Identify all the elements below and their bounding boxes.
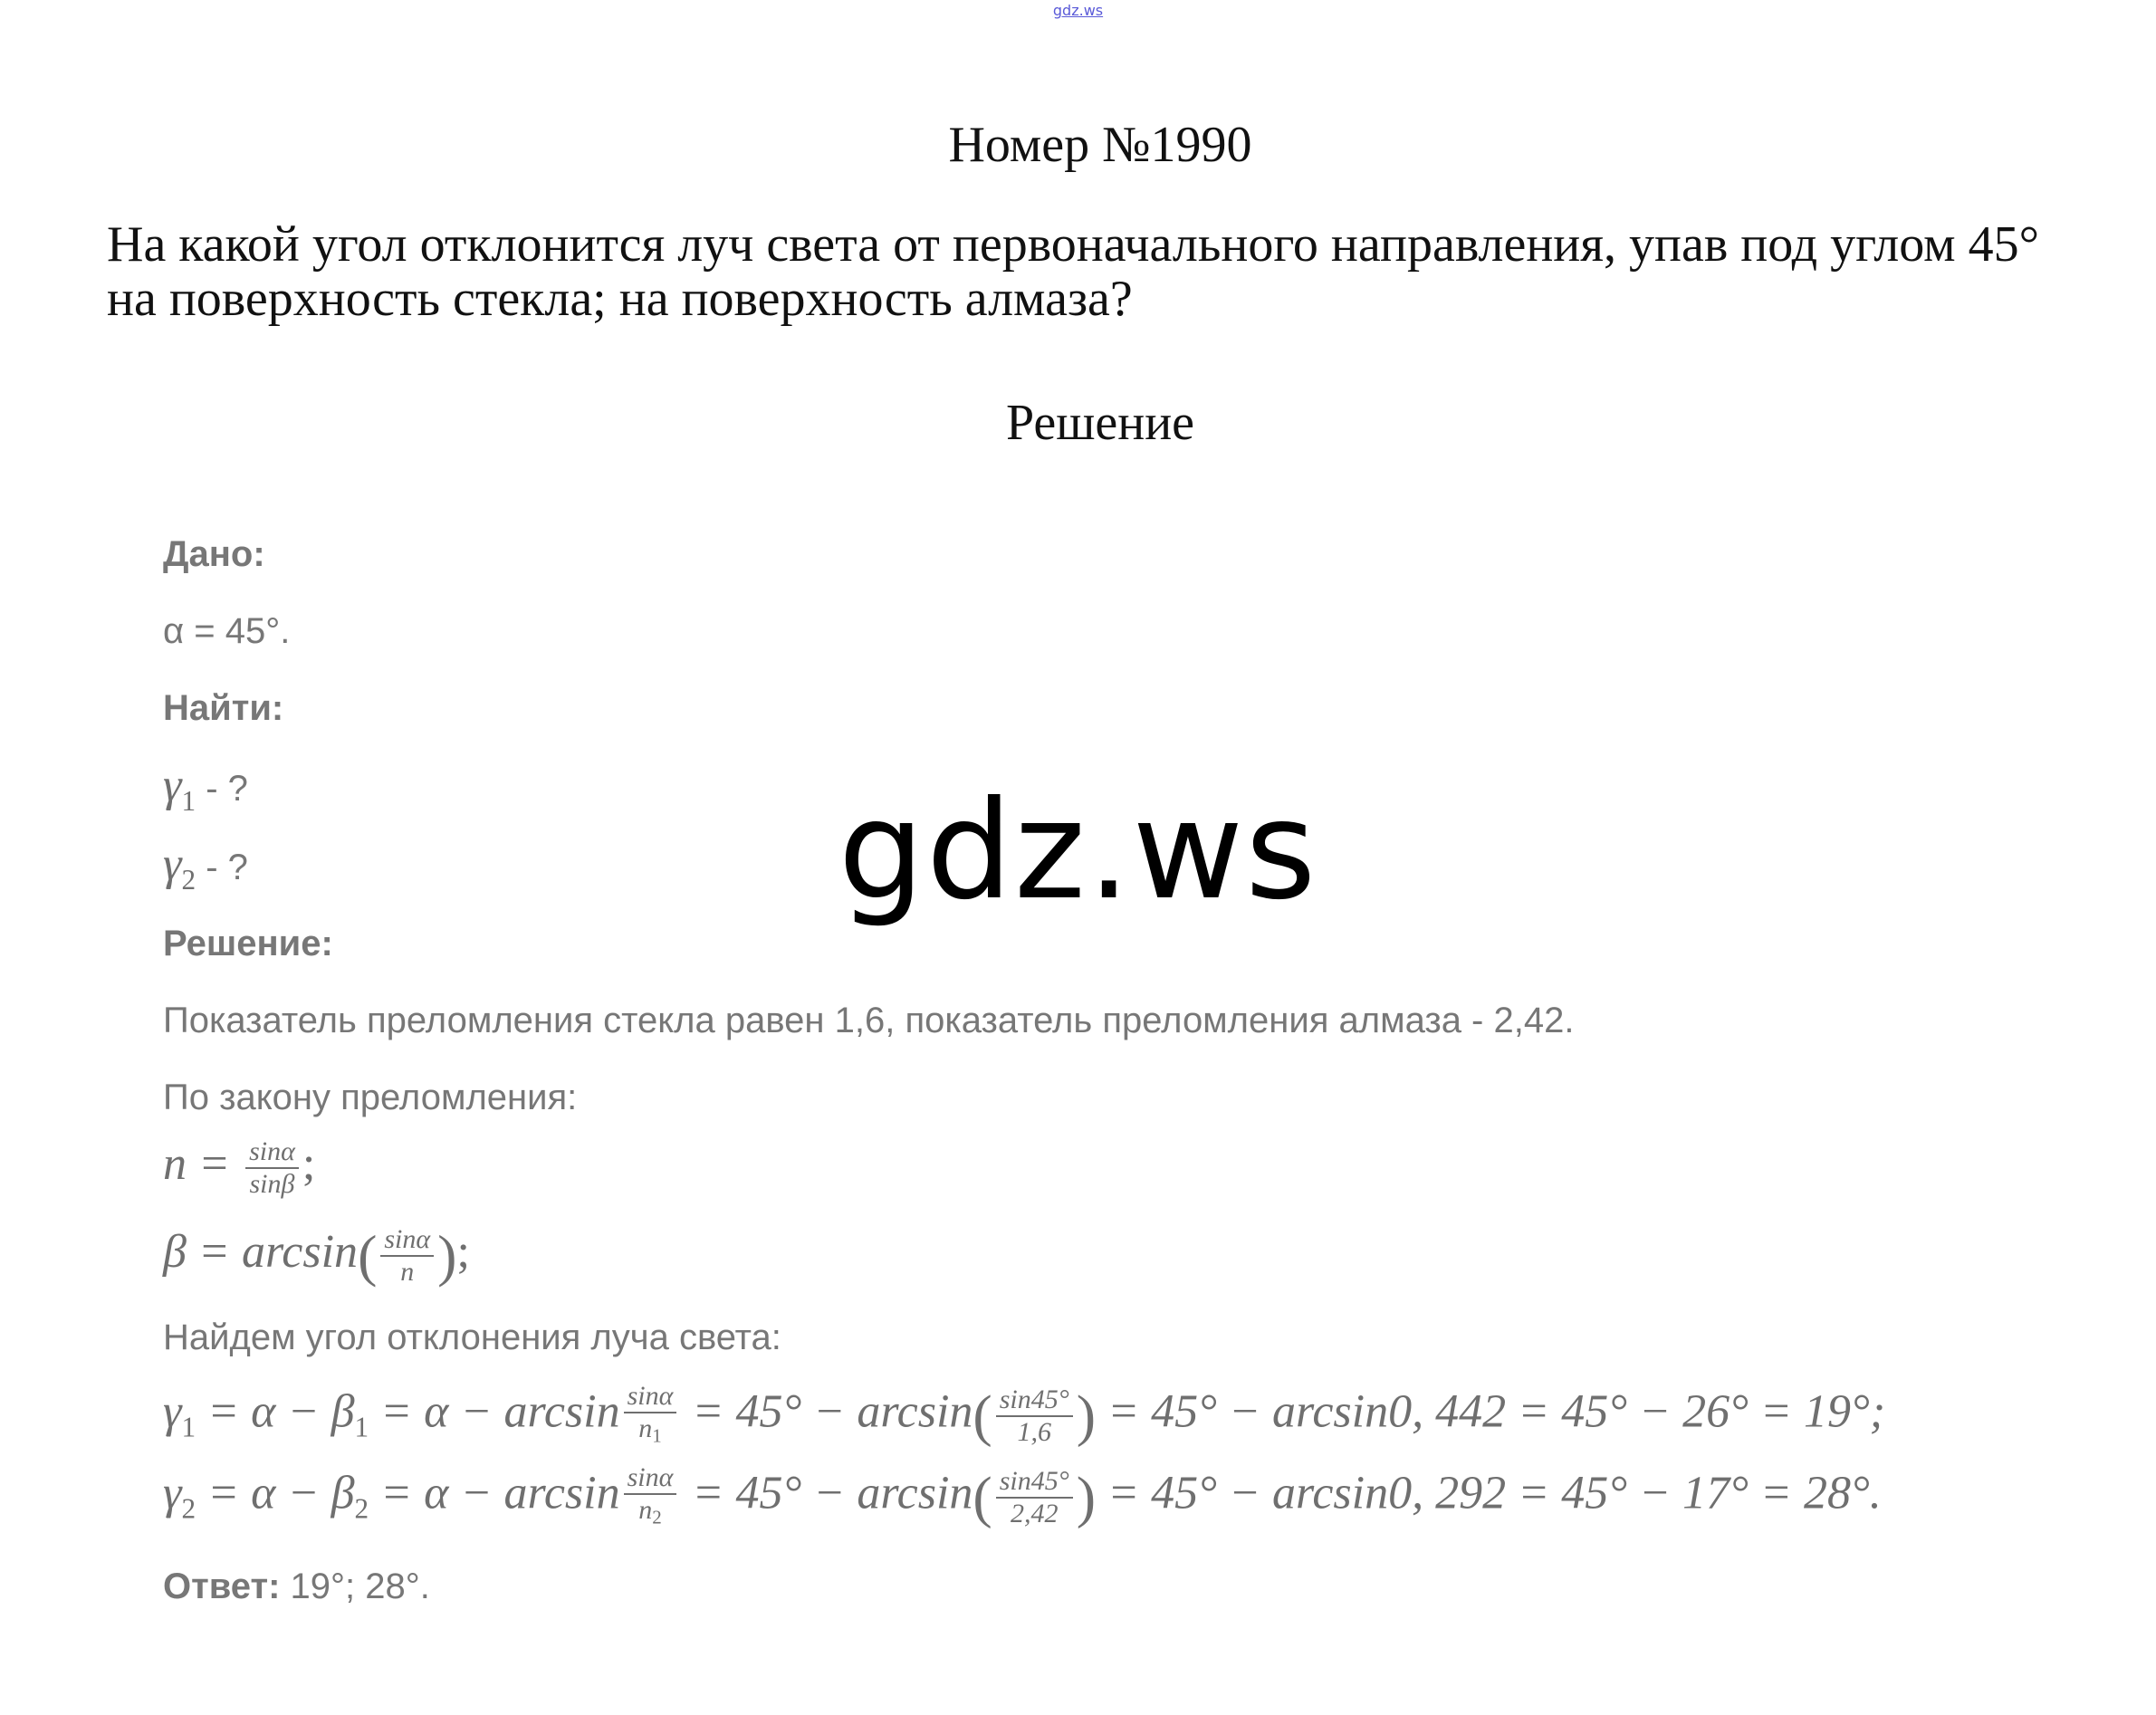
fraction-sin-alpha-over-n1: $\frac{\sin\alpha}{n_1}$: [624, 1381, 677, 1451]
equation-gamma-1: $\gamma_1 = \alpha - \beta_1 = \alpha - \arcsin$ $\frac{\sin\alpha}{n_1}$ = 45° − arcsin( $\frac{\sin 45^\circ}{1,6}$ ) = 45° − arcsin0, 442 = 45° − 26° = 19°;: [163, 1381, 1885, 1451]
equation-gamma-2: $\gamma_2 = \alpha - \beta_2 = \alpha - \arcsin$ $\frac{\sin\alpha}{n_2}$ = 45° − arcsin( $\frac{\sin 45^\circ}{2,42}$ ) = 45° − arcsin0, 292 = 45° − 17° = 28°.: [163, 1462, 1882, 1532]
fraction-sin-alpha-over-sin-beta: $\frac{\sin\alpha}{\sin\beta}$: [245, 1136, 299, 1200]
center-watermark: gdz.ws: [838, 772, 1318, 930]
problem-number-title: Номер №1990: [948, 117, 1252, 173]
refraction-index-text: Показатель преломления стекла равен 1,6, показатель преломления алмаза - 2,42.: [163, 1001, 1575, 1040]
given-value: α = 45°.: [163, 611, 291, 651]
fraction-sin-alpha-over-n: $\frac{\sin\alpha}{n}$: [380, 1224, 434, 1288]
answer-line: [163, 1566, 430, 1607]
fraction-sin45-over-2-42: $\frac{\sin 45^\circ}{2,42}$: [996, 1466, 1073, 1529]
solution-label: Решение:: [163, 924, 333, 963]
problem-question: На какой угол отклонится луч света от первоначального направления, упав под углом 45° на поверхность стекла; на поверхность алмаза?: [107, 216, 2039, 327]
answer-label: Ответ:: [163, 1566, 281, 1606]
refraction-law-text: По закону преломления:: [163, 1078, 578, 1117]
answer-value: 19°; 28°.: [280, 1566, 430, 1606]
find-gamma-2-symbol: $\gamma_2$: [163, 838, 196, 896]
deviation-text: Найдем угол отклонения луча света:: [163, 1317, 781, 1357]
top-watermark-link[interactable]: gdz.ws: [1052, 2, 1104, 19]
find-label: Найти:: [163, 688, 284, 728]
equation-beta: β = arcsin( $\frac{\sin\alpha}{n}$ );: [163, 1223, 470, 1288]
given-label: Дано:: [163, 534, 265, 574]
find-gamma-1-question: - ?: [196, 769, 248, 809]
find-gamma-2-question: - ?: [196, 848, 248, 887]
find-gamma-1-symbol: $\gamma_1$: [163, 760, 196, 817]
fraction-sin-alpha-over-n2: $\frac{\sin\alpha}{n_2}$: [624, 1462, 677, 1532]
equation-n: n = $\frac{\sin\alpha}{\sin\beta}$ ;: [163, 1136, 316, 1199]
fraction-sin45-over-1-6: $\frac{\sin 45^\circ}{1,6}$: [996, 1384, 1073, 1448]
solution-heading: Решение: [1005, 395, 1195, 451]
